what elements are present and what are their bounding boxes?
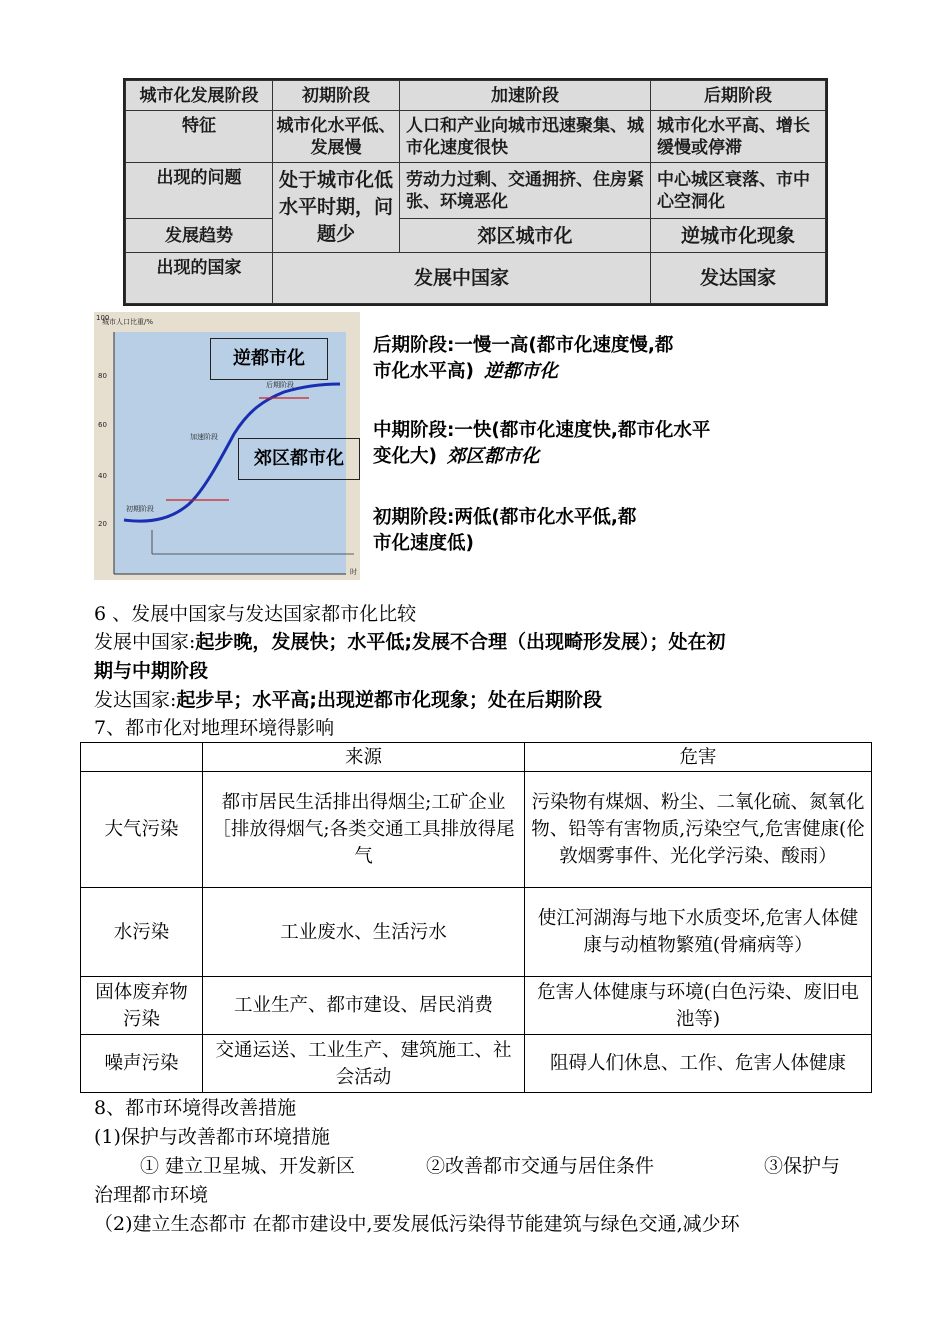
y-tick-80: 80	[98, 372, 107, 380]
note-mid-stage	[373, 418, 710, 470]
pollution-header-harm: 危害	[525, 743, 872, 772]
pollution-header-blank	[81, 743, 203, 772]
counter-urbanization-box: 逆都市化	[210, 338, 328, 380]
row-label-problems: 出现的问题	[126, 163, 273, 219]
pollution-type: 固体废弃物污染	[81, 977, 203, 1035]
row-label-features: 特征	[126, 111, 273, 163]
note-late-stage	[373, 333, 673, 385]
pollution-harm: 污染物有煤烟、粉尘、二氧化硫、氮氧化物、铅等有害物质,污染空气,危害健康(伦敦烟雾事件、光化学污染、酸雨）	[525, 772, 872, 888]
pollution-source: 都市居民生活排出得烟尘;工矿企业［排放得烟气;各类交通工具排放得尾气	[203, 772, 525, 888]
problems-early: 处于城市化低水平时期，问题少	[273, 163, 400, 253]
pollution-source: 工业废水、生活污水	[203, 888, 525, 977]
stage-label-early: 初期阶段	[126, 505, 154, 513]
note-late-line1: 后期阶段:一慢一高(都市化速度慢,都	[373, 335, 674, 356]
trend-late: 逆城市化现象	[651, 219, 826, 253]
developing-line1: 起步晚，发展快；水平低;发展不合理（出现畸形发展）；处在初	[195, 631, 726, 653]
problems-accel: 劳动力过剩、交通拥挤、住房紧张、环境恶化	[400, 163, 651, 219]
section6-developed	[94, 686, 602, 714]
suburban-urbanization-box: 郊区都市化	[238, 438, 360, 480]
header-early: 初期阶段	[273, 81, 400, 111]
section8-item1: ① 建立卫星城、开发新区	[140, 1155, 356, 1177]
developing-label: 发展中国家:	[94, 631, 196, 653]
countries-developing: 发展中国家	[273, 253, 651, 304]
note-mid-line1: 中期阶段:一快(都市化速度快,都市化水平	[373, 420, 711, 441]
pollution-source: 交通运送、工业生产、建筑施工、社会活动	[203, 1035, 525, 1093]
row-label-trend: 发展趋势	[126, 219, 273, 253]
section6-heading: 6 、发展中国家与发达国家都市化比较	[94, 603, 417, 625]
y-tick-40: 40	[98, 472, 107, 480]
row-label-countries: 出现的国家	[126, 253, 273, 304]
table-row	[81, 772, 872, 888]
header-late: 后期阶段	[651, 81, 826, 111]
note-mid-em: 郊区都市化	[446, 446, 540, 467]
stage-table	[125, 80, 826, 304]
stage-label-accel: 加速阶段	[190, 433, 218, 441]
pollution-header-source: 来源	[203, 743, 525, 772]
note-late-em: 逆都市化	[483, 361, 558, 382]
section6-developing	[94, 628, 726, 656]
pollution-type: 水污染	[81, 888, 203, 977]
header-stage: 城市化发展阶段	[126, 81, 273, 111]
countries-developed: 发达国家	[651, 253, 826, 304]
note-early-line2: 市化速度低)	[373, 533, 474, 554]
section8-sub1: (1)保护与改善都市环境措施	[94, 1126, 330, 1148]
table-row	[81, 1035, 872, 1093]
pollution-harm: 使江河湖海与地下水质变坏,危害人体健康与动植物繁殖(骨痛病等）	[525, 888, 872, 977]
y-axis-label: 城市人口比重/%	[102, 318, 154, 326]
pollution-harm: 阻碍人们休息、工作、危害人体健康	[525, 1035, 872, 1093]
developed-text: 起步早；水平高;出现逆都市化现象；处在后期阶段	[176, 689, 603, 711]
y-tick-20: 20	[98, 520, 107, 528]
note-mid-line2: 变化大)	[373, 446, 437, 467]
section8-item3-cont: 治理都市环境	[94, 1184, 209, 1206]
trend-accel: 郊区城市化	[400, 219, 651, 253]
note-early-line1: 初期阶段:两低(都市化水平低,都	[373, 507, 637, 528]
pollution-harm: 危害人体健康与环境(白色污染、废旧电池等)	[525, 977, 872, 1035]
header-accel: 加速阶段	[400, 81, 651, 111]
features-late: 城市化水平高、增长缓慢或停滞	[651, 111, 826, 163]
problems-late: 中心城区衰落、市中心空洞化	[651, 163, 826, 219]
y-tick-100: 100	[96, 314, 110, 322]
stage-label-late: 后期阶段	[266, 381, 294, 389]
pollution-source: 工业生产、都市建设、居民消费	[203, 977, 525, 1035]
x-axis-label: 时	[350, 568, 357, 576]
section6-developing-cont	[94, 657, 208, 685]
section7-heading: 7、都市化对地理环境得影响	[94, 717, 335, 739]
section8-item2: ②改善都市交通与居住条件	[426, 1155, 655, 1177]
features-accel: 人口和产业向城市迅速聚集、城市化速度很快	[400, 111, 651, 163]
table-row	[81, 977, 872, 1035]
y-tick-60: 60	[98, 421, 107, 429]
features-early: 城市化水平低、发展慢	[273, 111, 400, 163]
urbanization-stage-table-image	[123, 78, 828, 306]
note-late-line2: 市化水平高)	[373, 361, 474, 382]
section8-sub2: （2)建立生态都市 在都市建设中,要发展低污染得节能建筑与绿色交通,减少环	[94, 1213, 740, 1235]
table-row	[81, 888, 872, 977]
section8-item3: ③保护与	[764, 1155, 841, 1177]
note-early-stage	[373, 505, 636, 557]
urbanization-curve-figure	[94, 312, 360, 580]
developing-line2: 期与中期阶段	[94, 660, 209, 682]
pollution-type: 大气污染	[81, 772, 203, 888]
pollution-table	[80, 742, 872, 1093]
developed-label: 发达国家:	[94, 689, 177, 711]
pollution-type: 噪声污染	[81, 1035, 203, 1093]
section8-heading: 8、都市环境得改善措施	[94, 1097, 297, 1119]
